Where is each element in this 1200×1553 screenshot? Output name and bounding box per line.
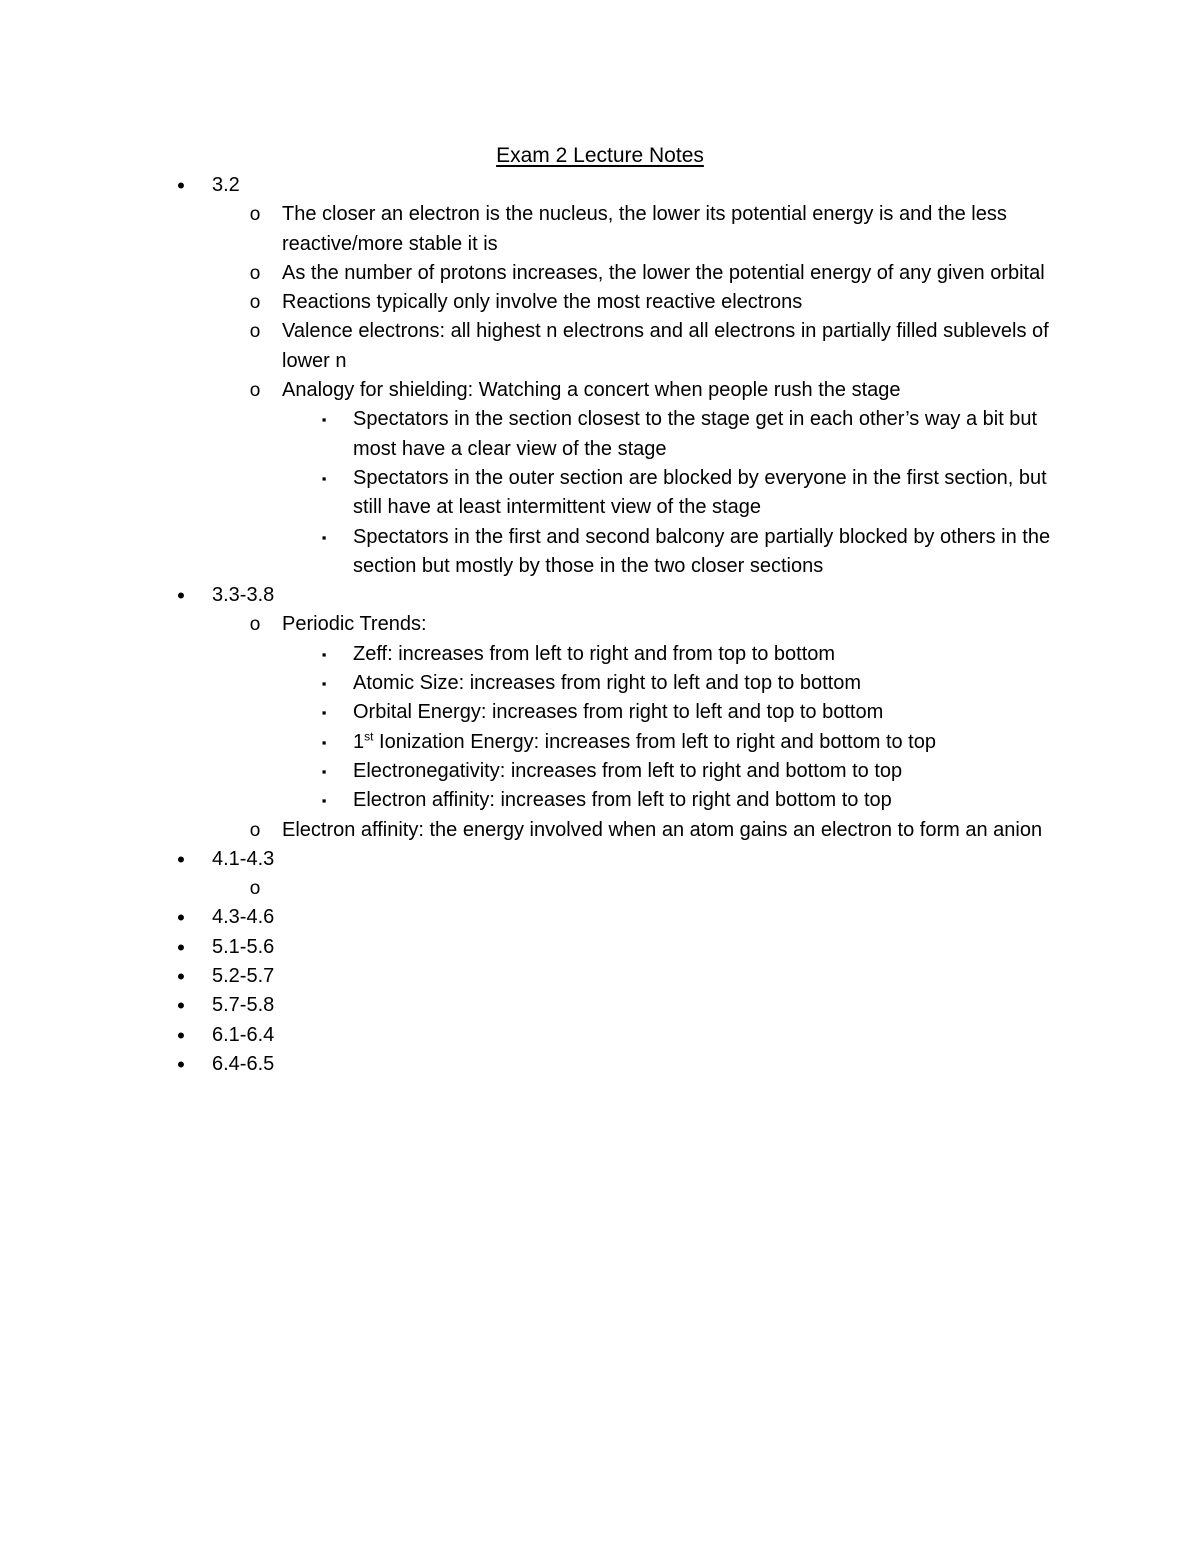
sub-list-item-text: Spectators in the outer section are blocked by everyone in the first section, but still have at least intermittent view of the stage [353,466,1047,519]
bullet-level2-icon: o [249,614,261,636]
bullet-level1-icon: • [177,1022,185,1048]
list-item-text: Analogy for shielding: Watching a concert when people rush the stage [282,379,901,402]
section-heading-text: 5.7-5.8 [212,994,275,1017]
sub-list-item-rest: Ionization Energy: increases from left to right and bottom to top [373,730,936,753]
ordinal-number: 1 [353,730,365,753]
sub-list-item [0,669,1200,698]
sub-list-item-text: Spectators in the section closest to the stage get in each other’s way a bit but most have a clear view of the stage [353,408,1038,460]
list-item [0,376,1200,405]
sub-list-item-text [353,728,1072,757]
sub-list-item [0,640,1200,669]
bullet-level2-icon: o [249,292,261,314]
bullet-level3-icon: ▪ [321,705,327,721]
ordinal-suffix: st [364,728,374,743]
list-item-text: As the number of protons increases, the lower the potential energy of any given orbital [282,261,1045,284]
bullet-level3-icon: ▪ [321,412,327,428]
section-heading-text: 4.1-4.3 [212,847,275,870]
section-heading [0,171,1200,200]
sub-list-item-text: Atomic Size: increases from right to left and top to bottom [353,672,862,695]
sub-list-item-text: Electronegativity: increases from left to right and bottom to top [353,759,903,782]
sub-list-item-text: Zeff: increases from left to right and from top to bottom [353,642,836,665]
section-heading [0,1050,1200,1079]
section-heading [0,581,1200,610]
bullet-level1-icon: • [177,905,185,931]
bullet-level2-icon: o [249,380,261,402]
sub-list-item-text: Electron affinity: increases from left to right and bottom to top [353,789,892,812]
sub-list-item [0,698,1200,727]
bullet-level1-icon: • [177,934,185,960]
list-item-text: Periodic Trends: [282,613,427,636]
bullet-level2-icon: o [249,262,261,284]
sub-list-item [0,523,1200,582]
sub-list-item [0,405,1200,464]
section-heading-text: 6.1-6.4 [212,1023,275,1046]
section-heading-text: 3.2 [212,174,240,196]
bullet-level2-icon: o [249,204,261,226]
bullet-level3-icon: ▪ [321,529,327,545]
list-item-text: Valence electrons: all highest n electrons and all electrons in partially filled sublevels of lower n [282,320,1049,372]
section-heading-text: 5.2-5.7 [212,965,275,988]
section-heading-text: 6.4-6.5 [212,1052,275,1075]
bullet-level3-icon: ▪ [321,470,327,486]
list-item [0,874,1200,903]
section-heading-text: 3.3-3.8 [212,584,275,607]
list-item [0,317,1200,376]
list-item-text: Electron affinity: the energy involved when an atom gains an electron to form an anion [282,818,1043,841]
list-item [0,610,1200,639]
bullet-level1-icon: • [177,964,185,990]
list-item-text: Reactions typically only involve the most reactive electrons [282,291,803,314]
section-heading-text: 4.3-4.6 [212,906,275,929]
list-item-text [282,874,1072,903]
bullet-level1-icon: • [177,993,185,1019]
section-heading [0,962,1200,991]
sub-list-item [0,728,1200,757]
section-heading [0,903,1200,932]
bullet-level3-icon: ▪ [321,734,327,750]
section-heading [0,1021,1200,1050]
section-heading [0,933,1200,962]
sub-list-item-text: Orbital Energy: increases from right to left and top to bottom [353,701,884,724]
sub-list-item-text: Spectators in the first and second balcony are partially blocked by others in the section but mostly by those in the two closer sections [353,525,1051,577]
bullet-level1-icon: • [177,583,185,609]
bullet-level3-icon: ▪ [321,646,327,662]
bullet-level1-icon: • [177,846,185,872]
bullet-level2-icon: o [249,819,261,841]
sub-list-item [0,464,1200,523]
list-item [0,288,1200,317]
sub-list-item [0,786,1200,815]
notes-outline [0,171,1200,1079]
document-title: Exam 2 Lecture Notes [496,144,704,167]
section-heading [0,991,1200,1020]
bullet-level2-icon: o [249,321,261,343]
bullet-level1-icon: • [177,173,185,198]
bullet-level3-icon: ▪ [321,763,327,779]
section-heading-text: 5.1-5.6 [212,935,275,958]
bullet-level2-icon: o [249,878,261,900]
bullet-level1-icon: • [177,1051,185,1077]
bullet-level3-icon: ▪ [321,676,327,692]
list-item [0,259,1200,288]
list-item [0,200,1200,259]
bullet-level3-icon: ▪ [321,793,327,809]
sub-list-item [0,757,1200,786]
section-heading [0,845,1200,874]
list-item [0,816,1200,845]
list-item-text: The closer an electron is the nucleus, the lower its potential energy is and the less reactive/more stable it is [282,203,1007,255]
